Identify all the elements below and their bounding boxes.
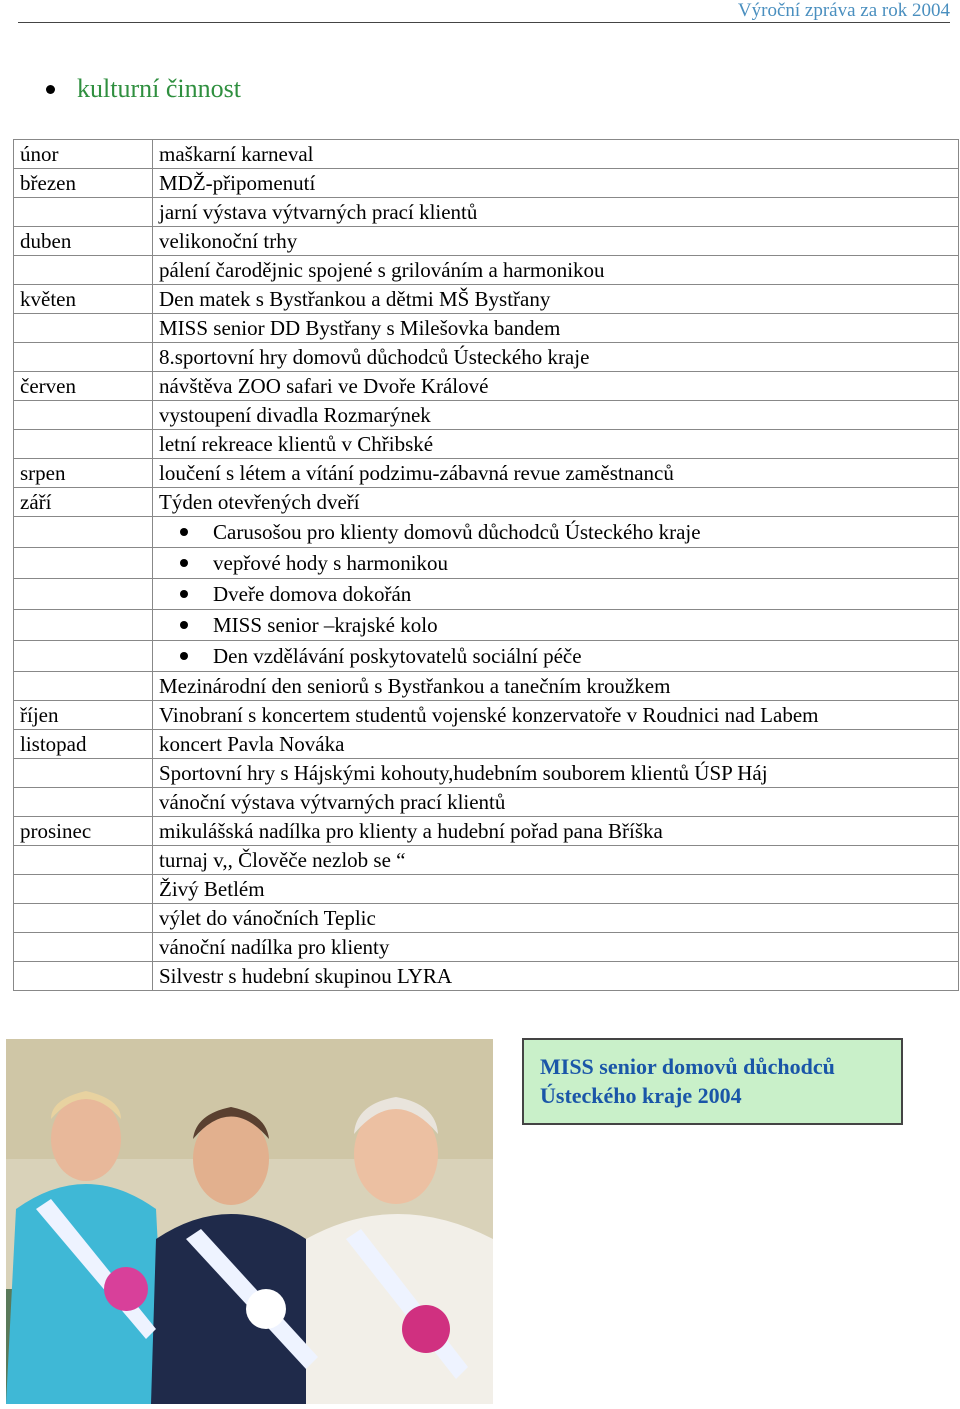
bullet-event-cell: MISS senior –krajské kolo [153, 610, 959, 641]
event-cell: Vinobraní s koncertem studentů vojenské konzervatoře v Roudnici nad Labem [153, 701, 959, 730]
month-cell [14, 759, 153, 788]
bullet-event-cell: vepřové hody s harmonikou [153, 548, 959, 579]
event-cell: Živý Betlém [153, 875, 959, 904]
caption-line-1: MISS senior domovů důchodců [540, 1054, 835, 1079]
header-rule [18, 22, 950, 23]
month-cell [14, 788, 153, 817]
month-cell [14, 962, 153, 991]
month-cell [14, 343, 153, 372]
bullet-icon [46, 85, 55, 94]
month-cell [14, 430, 153, 459]
month-cell: květen [14, 285, 153, 314]
event-cell: Týden otevřených dveří [153, 488, 959, 517]
event-cell: Mezinárodní den seniorů s Bystřankou a tanečním kroužkem [153, 672, 959, 701]
event-cell: Silvestr s hudební skupinou LYRA [153, 962, 959, 991]
event-cell: MDŽ-připomenutí [153, 169, 959, 198]
event-cell: maškarní karneval [153, 140, 959, 169]
photo-illustration [6, 1039, 493, 1404]
event-photo [6, 1039, 493, 1404]
event-cell: Den matek s Bystřankou a dětmi MŠ Bystřany [153, 285, 959, 314]
event-cell: letní rekreace klientů v Chřibské [153, 430, 959, 459]
month-cell: srpen [14, 459, 153, 488]
event-cell: výlet do vánočních Teplic [153, 904, 959, 933]
month-cell [14, 256, 153, 285]
month-cell: únor [14, 140, 153, 169]
photo-caption [522, 1038, 903, 1125]
event-cell: vánoční nadílka pro klienty [153, 933, 959, 962]
bullet-event-cell: Den vzdělávání poskytovatelů sociální péče [153, 641, 959, 672]
events-table [13, 139, 959, 991]
month-cell: listopad [14, 730, 153, 759]
event-cell: MISS senior DD Bystřany s Milešovka bandem [153, 314, 959, 343]
month-cell [14, 846, 153, 875]
month-cell [14, 641, 153, 672]
bullet-event-cell: Dveře domova dokořán [153, 579, 959, 610]
event-cell: mikulášská nadílka pro klienty a hudební pořad pana Bříška [153, 817, 959, 846]
event-cell: velikonoční trhy [153, 227, 959, 256]
month-cell [14, 517, 153, 548]
event-cell: 8.sportovní hry domovů důchodců Ústeckého kraje [153, 343, 959, 372]
month-cell [14, 198, 153, 227]
month-cell [14, 314, 153, 343]
month-cell [14, 672, 153, 701]
month-cell: červen [14, 372, 153, 401]
event-cell: jarní výstava výtvarných prací klientů [153, 198, 959, 227]
section-title: kulturní činnost [77, 74, 241, 103]
month-cell [14, 610, 153, 641]
month-cell: březen [14, 169, 153, 198]
month-cell [14, 875, 153, 904]
month-cell: říjen [14, 701, 153, 730]
event-cell: Sportovní hry s Hájskými kohouty,hudebním souborem klientů ÚSP Háj [153, 759, 959, 788]
month-cell [14, 933, 153, 962]
month-cell: září [14, 488, 153, 517]
month-cell: prosinec [14, 817, 153, 846]
month-cell [14, 548, 153, 579]
event-cell: vystoupení divadla Rozmarýnek [153, 401, 959, 430]
caption-line-2: Ústeckého kraje 2004 [540, 1083, 742, 1108]
report-header: Výroční zpráva za rok 2004 [737, 0, 950, 21]
event-cell: pálení čarodějnic spojené s grilováním a harmonikou [153, 256, 959, 285]
event-cell: koncert Pavla Nováka [153, 730, 959, 759]
month-cell [14, 904, 153, 933]
month-cell [14, 579, 153, 610]
month-cell [14, 401, 153, 430]
month-cell: duben [14, 227, 153, 256]
bullet-event-cell: Carusošou pro klienty domovů důchodců Ústeckého kraje [153, 517, 959, 548]
section-heading [46, 74, 241, 104]
event-cell: turnaj v,, Člověče nezlob se “ [153, 846, 959, 875]
event-cell: loučení s létem a vítání podzimu-zábavná revue zaměstnanců [153, 459, 959, 488]
event-cell: návštěva ZOO safari ve Dvoře Králové [153, 372, 959, 401]
event-cell: vánoční výstava výtvarných prací klientů [153, 788, 959, 817]
